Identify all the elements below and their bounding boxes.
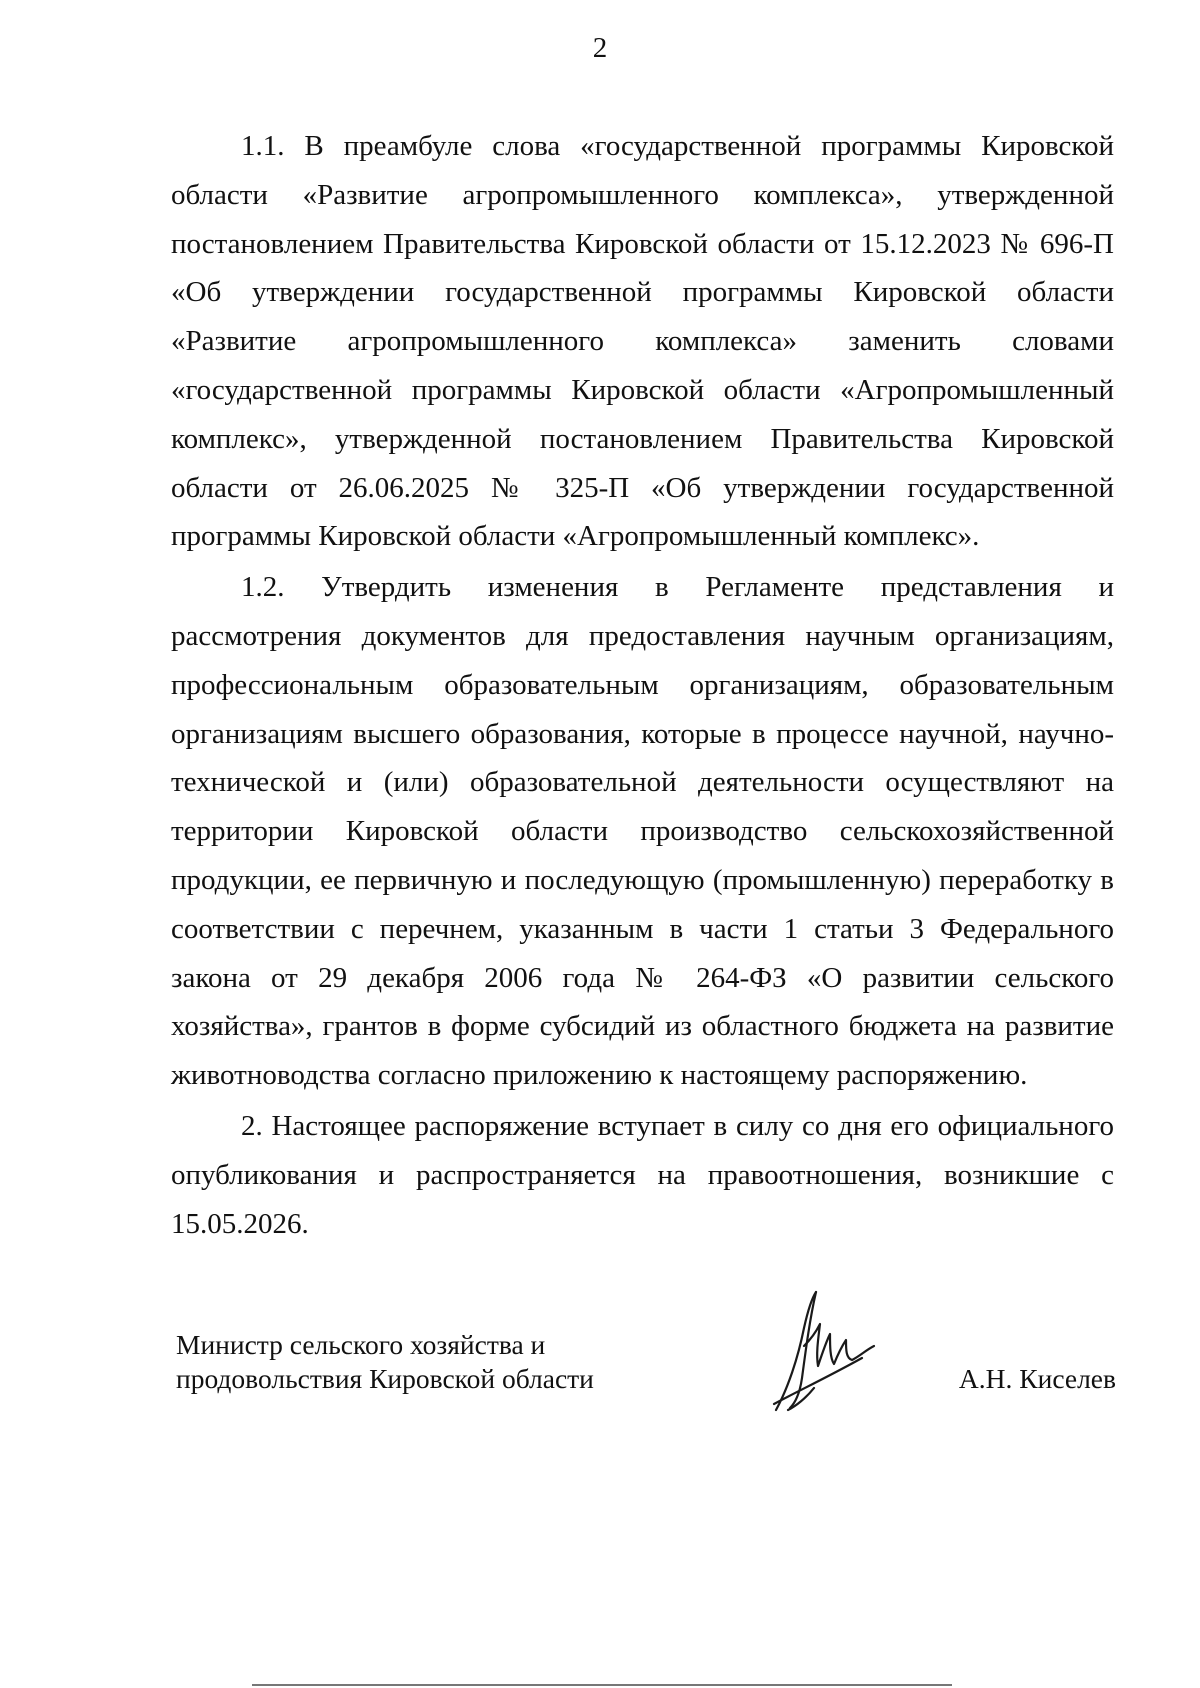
footer-divider (252, 1684, 952, 1686)
paragraph-2: 2. Настоящее распоряжение вступает в силу со дня его официального опубликования и распространяется на правоотношения, возникшие с 15.05.2026. (171, 1109, 1114, 1240)
page-number: 2 (592, 32, 608, 64)
signer-title-line-2: продовольствия Кировской области (176, 1363, 594, 1394)
signature-block (176, 1310, 1116, 1430)
document-body (171, 122, 1114, 1250)
paragraph-1-1: 1.1. В преамбуле слова «государственной программы Кировской области «Развитие агропромышленного комплекса», утвержденной постановлением Правительства Кировской области от 15.12.2023 № 696-П «Об утверждении государственной программы Кировской области «Развитие агропромышленного комплекса» заменить словами «государственной программы Кировской области «Агропромышленный комплекс», утвержденной постановлением Правительства Кировской области от 26.06.2025 № 325-П «Об утверждении государственной программы Кировской области «Агропромышленный комплекс». (171, 130, 1114, 553)
signer-title (176, 1328, 696, 1396)
signer-title-line-1: Министр сельского хозяйства и (176, 1329, 546, 1360)
handwritten-signature-icon (766, 1288, 886, 1418)
paragraph-1-2: 1.2. Утвердить изменения в Регламенте представления и рассмотрения документов для предоставления научным организациям, профессиональным образовательным организациям, образовательным организациям высшего образования, которые в процессе научной, научно-технической и (или) образовательной деятельности осуществляют на территории Кировской области производство сельскохозяйственной продукции, ее первичную и последующую (промышленную) переработку в соответствии с перечнем, указанным в части 1 статьи 3 Федерального закона от 29 декабря 2006 года № 264-ФЗ «О развитии сельского хозяйства», грантов в форме субсидий из областного бюджета на развитие животноводства согласно приложению к настоящему распоряжению. (171, 571, 1114, 1092)
signer-name: А.Н. Киселев (958, 1363, 1116, 1394)
